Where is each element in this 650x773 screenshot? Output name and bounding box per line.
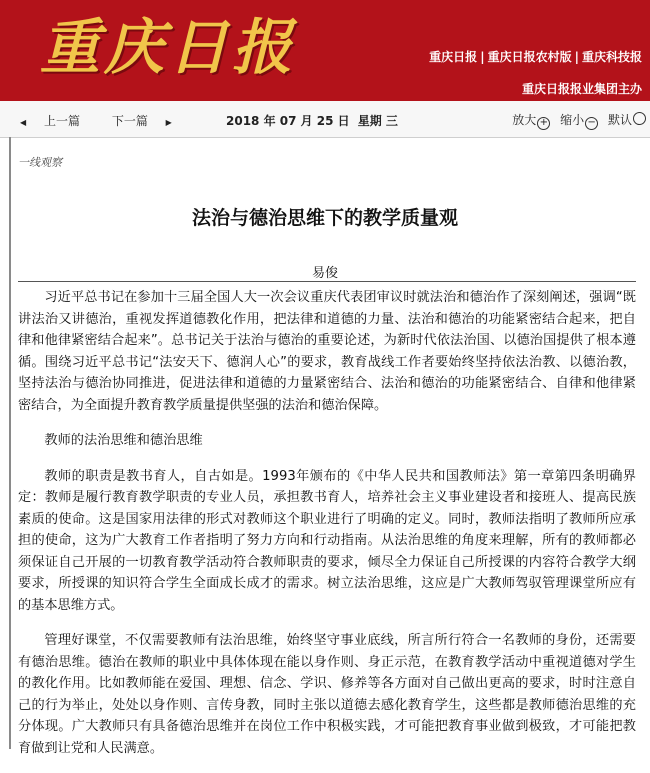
zoom-in-label: 放大 bbox=[512, 113, 537, 127]
default-size-label: 默认 bbox=[607, 113, 632, 127]
next-article-button[interactable] bbox=[112, 114, 186, 128]
sponsor-text: 重庆日报报业集团主办 bbox=[521, 82, 642, 96]
font-size-controls bbox=[506, 111, 646, 130]
date-text: 2018 年 07 月 25 日 bbox=[226, 114, 350, 128]
prev-article-button[interactable] bbox=[20, 114, 94, 128]
next-article-label: 下一篇 bbox=[111, 114, 148, 128]
issue-date bbox=[226, 112, 406, 129]
paragraph: 管理好课堂，不仅需要教师有法治思维，始终坚守事业底线，所言所行符合一名教师的身份，还需要有德治思维。德治在教师的职业中具体体现在能以身作则、身正示范，在教育教学活动中重视道德对学生的教化作用。比如教师能在爱国、理想、信念、学识、修养等各方面对自己做出更高的要求，时时注意自己的行为举止，处处以身作则、言传身教，同时主张以道德去感化教育学生，这些都是教师德治思维的充分体现。广大教师只有具备德治思维并在岗位工作中积极实践，才可能把教育事业做到极致，才可能把教育做到让党和人民满意。 bbox=[18, 633, 636, 756]
sister-papers-links bbox=[429, 48, 642, 65]
separator: | bbox=[574, 50, 579, 64]
zoom-in-button[interactable] bbox=[512, 113, 550, 127]
weekday-text: 星期 三 bbox=[357, 114, 398, 128]
zoom-out-label: 缩小 bbox=[560, 113, 585, 127]
triangle-left-icon: ◀ bbox=[20, 118, 27, 127]
article-toolbar bbox=[0, 101, 650, 138]
default-size-button[interactable] bbox=[608, 113, 646, 127]
separator: | bbox=[480, 50, 485, 64]
zoom-out-button[interactable] bbox=[560, 113, 598, 127]
plus-circle-icon: + bbox=[537, 117, 550, 130]
link-rural-edition[interactable]: 重庆日报农村版 bbox=[487, 50, 572, 64]
paragraph: 教师的职责是教书育人，自古如是。1993年颁布的《中华人民共和国教师法》第一章第四条明确界定：教师是履行教育教学职责的专业人员，承担教书育人，培养社会主义事业建设者和接班人、提高民族素质的使命。这是国家用法律的形式对教师这个职业进行了明确的定义。同时，教师法指明了教师所应承担的使命，这为广大教育工作者指明了努力方向和行动指南。从法治思维的角度来理解，所有的教师都必须保证自己开展的一切教育教学活动符合教师职责的要求，倾尽全力保证自己所授课的内容符合教学大纲要求，所授课的知识符合学生全面成长成才的需求。树立法治思维，这应是广大教师驾驭管理课堂所应有的基本思维方式。 bbox=[18, 468, 636, 613]
article-body bbox=[18, 287, 636, 773]
masthead-banner bbox=[0, 0, 650, 101]
divider bbox=[18, 281, 636, 282]
paragraph: 习近平总书记在参加十三届全国人大一次会议重庆代表团审议时就法治和德治作了深刻阐述，强调“既讲法治又讲德治，重视发挥道德教化作用，把法律和道德的力量、法治和德治的功能紧密结合起来，把自律和他律紧密结合起来”。总书记关于法治与德治的重要论述，为新时代依法治国、以德治国提供了根本遵循。围绕习近平总书记“法安天下、德润人心”的要求，教育战线工作者要始终坚持依法治教、以德治教，坚持法治与德治协同推进，促进法律和道德的力量紧密结合、法治和德治的功能紧密结合、自律和他律紧密结合，为全面提升教育教学质量提供坚强的法治和德治保障。 bbox=[18, 290, 636, 413]
column-name: 一线观察 bbox=[18, 156, 62, 169]
article-author: 易俊 bbox=[311, 266, 338, 281]
section-heading: 教师的法治思维和德治思维 bbox=[44, 433, 203, 448]
article-navigation bbox=[20, 112, 200, 129]
empty-circle-icon bbox=[633, 112, 646, 125]
prev-article-label: 上一篇 bbox=[43, 114, 80, 128]
link-chongqing-daily[interactable]: 重庆日报 bbox=[429, 50, 478, 64]
article-title: 法治与德治思维下的教学质量观 bbox=[191, 207, 458, 229]
newspaper-logo[interactable]: 重庆日报 bbox=[40, 13, 296, 83]
link-science-paper[interactable]: 重庆科技报 bbox=[581, 50, 642, 64]
triangle-right-icon: ▶ bbox=[165, 118, 172, 127]
minus-circle-icon: − bbox=[585, 117, 598, 130]
